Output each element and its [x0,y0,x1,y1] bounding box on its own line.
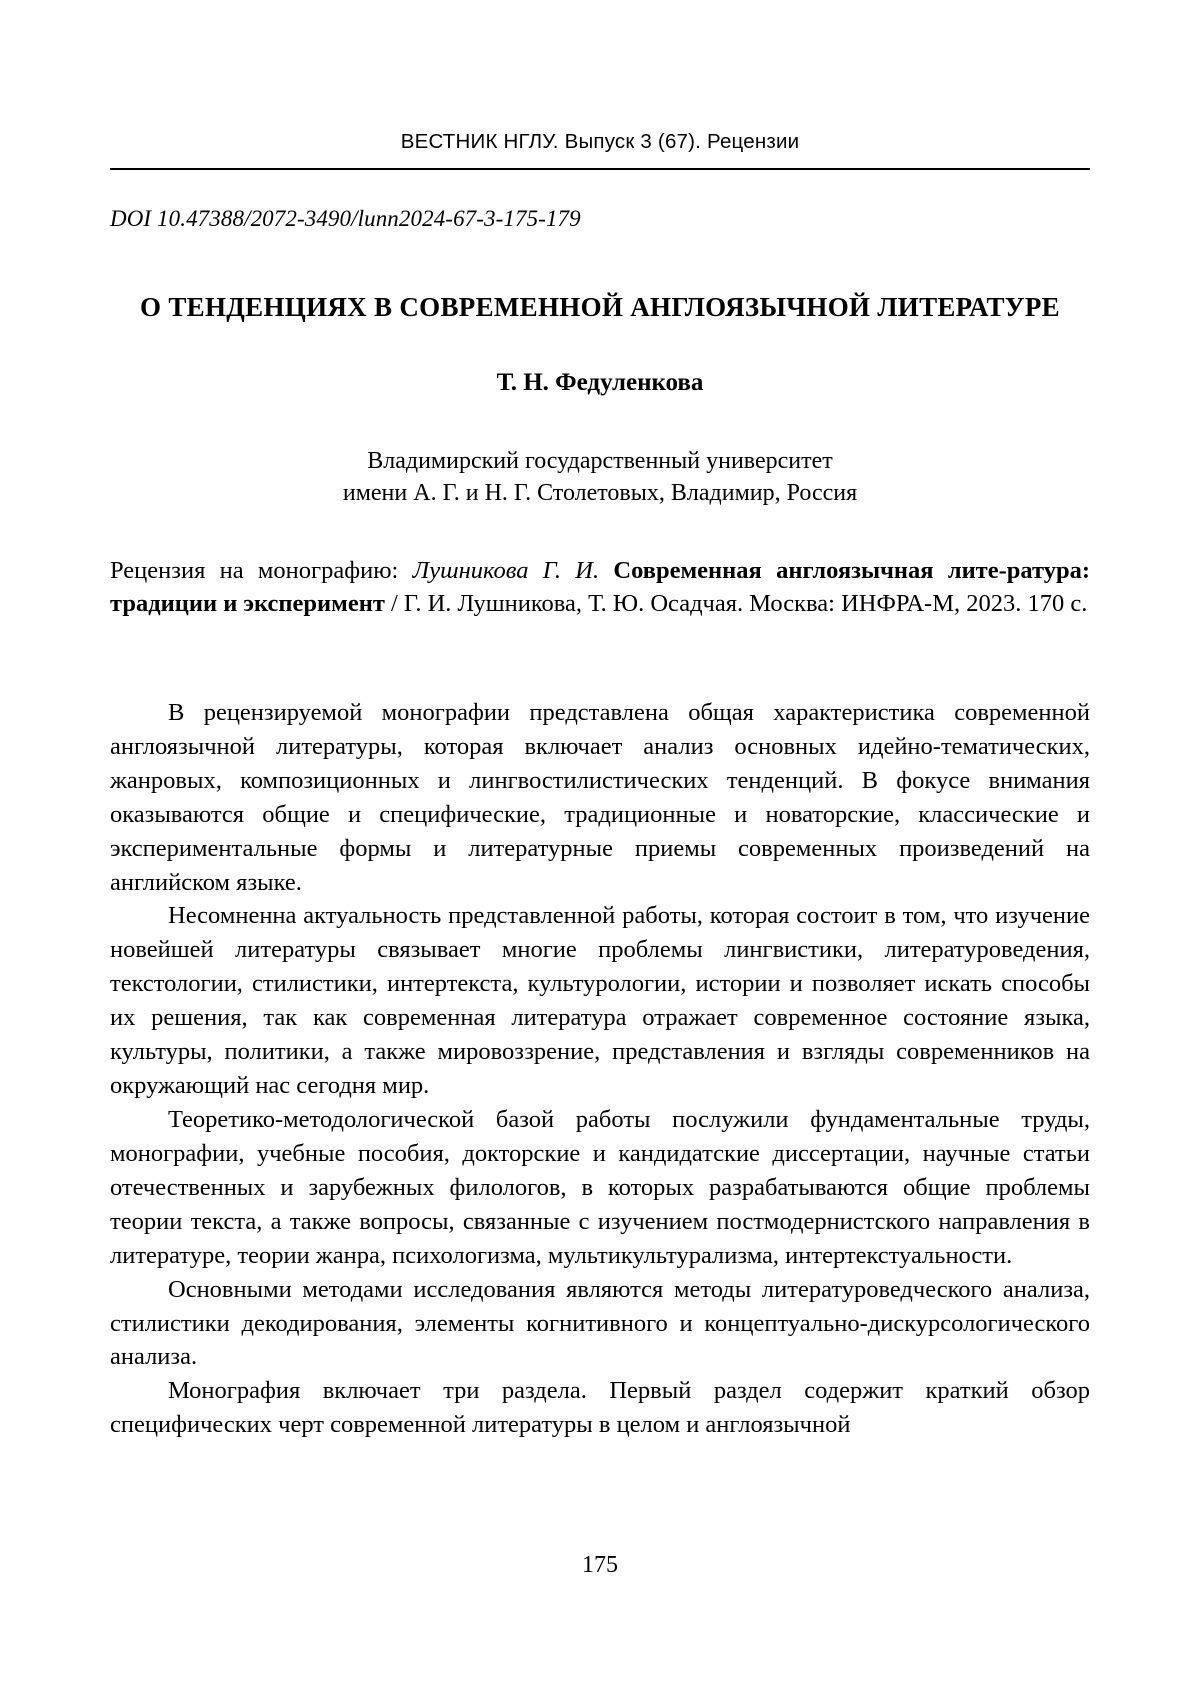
paragraph: Теоретико-методологической базой работы послужили фундаментальные труды, монографии, учебные пособия, докторские и кандидатские диссертации, научные статьи отечественных и зарубежных филологов, в которых разрабатываются общие проблемы теории текста, а также вопросы, связанные с изучением постмодернистского направления в литературе, теории жанра, психологизма, мультикультурализма, интертекстуальности. [110,1105,1090,1269]
review-book-title: Современная англоязычная лите-ратура: традиции и эксперимент [110,556,1090,617]
paragraph: Основными методами исследования являются методы литературоведческого анализа, стилистики декодирования, элементы когнитивного и концептуально-дискурсологического анализа. [110,1275,1090,1371]
page-title: О ТЕНДЕНЦИЯХ В СОВРЕМЕННОЙ АНГЛОЯЗЫЧНОЙ ЛИТЕРАТУРЕ [140,292,1060,322]
page-number: 175 [582,1552,618,1578]
affiliation-line-1: Владимирский государственный университет [367,448,833,474]
affiliation-line-2: имени А. Г. и Н. Г. Столетовых, Владимир, Россия [342,480,858,507]
page-content [110,130,1090,1442]
paragraph: Монография включает три раздела. Первый раздел содержит краткий обзор специфических черт современной литературы в целом и англоязычной [110,1377,1090,1439]
running-head: ВЕСТНИК НГЛУ. Выпуск 3 (67). Рецензии [400,130,800,153]
review-lead: Рецензия на монографию: [110,556,413,584]
header-divider [110,168,1090,170]
affiliation [110,445,1090,510]
paragraph: В рецензируемой монографии представлена общая характеристика современной англоязычной литературы, которая включает анализ основных идейно-тематических, жанровых, композиционных и лингвостилистических тенденций. В фокусе внимания оказываются общие и специфические, традиционные и новаторские, классические и экспериментальные формы и литературные приемы современных произведений на английском языке. [110,698,1090,896]
review-book-author: Лушникова Г. И. [412,556,600,584]
paragraph: Несомненна актуальность представленной работы, которая состоит в том, что изучение новейшей литературы связывает многие проблемы лингвистики, литературоведения, текстологии, стилистики, интертекста, культурологии, истории и позволяет искать способы их решения, так как современная литература отражает современное состояние языка, культуры, политики, а также мировоззрение, представления и взгляды современников на окружающий нас сегодня мир. [110,902,1090,1100]
author-name: Т. Н. Федуленкова [496,369,704,396]
review-imprint: / Г. И. Лушникова, Т. Ю. Осадчая. Москва: ИНФРА-М, 2023. 170 с. [384,589,1088,617]
reviewed-work-reference [110,554,1090,620]
doi-line: DOI 10.47388/2072-3490/lunn2024-67-3-175-179 [110,206,581,231]
article-body [110,696,1090,1442]
